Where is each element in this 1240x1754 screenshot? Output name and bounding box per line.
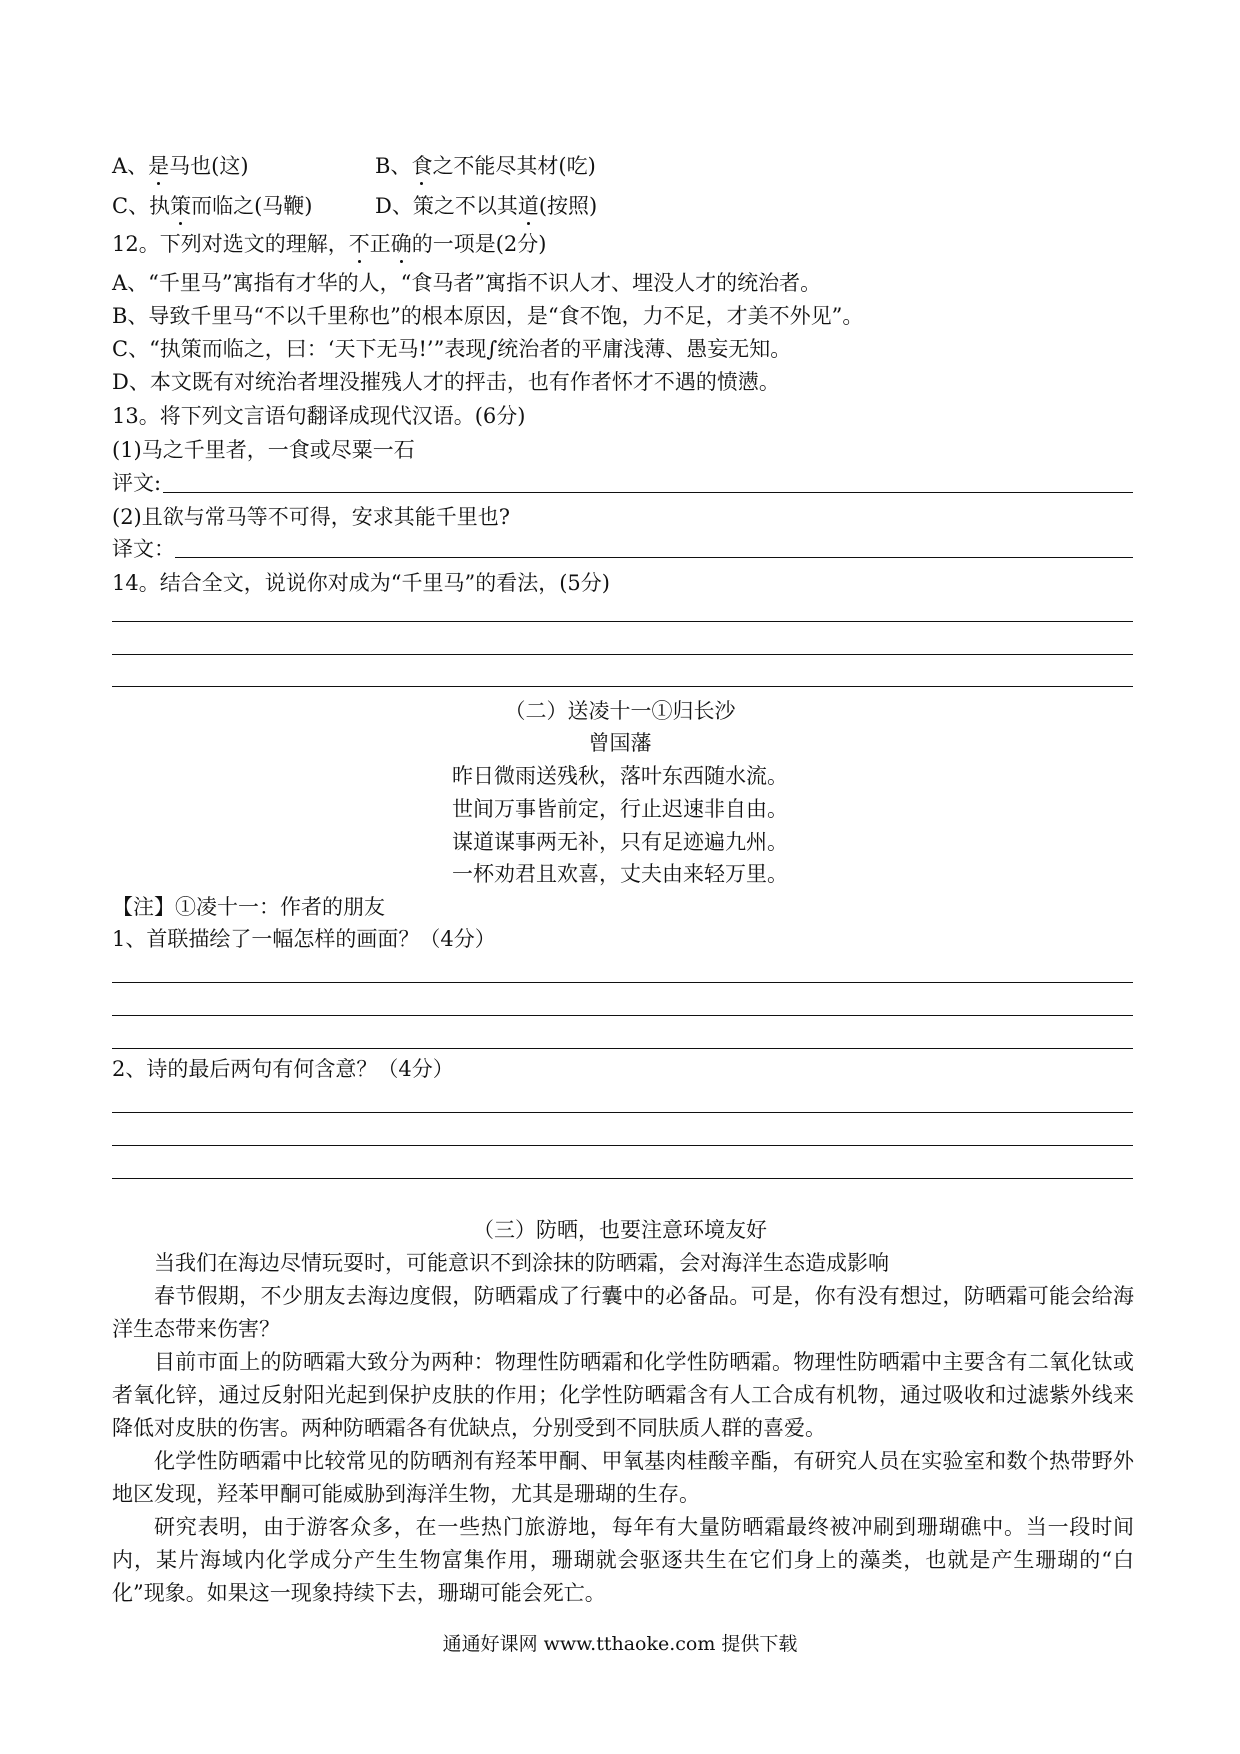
poem-q2-answer-line-3[interactable] [112,1178,1133,1179]
q14-answer-line-1[interactable] [112,621,1133,622]
poem-line-2: 世间万事皆前定，行止迟速非自由。 [452,797,788,821]
q12-option-b: B、导致千里马“不以千里称也”的根本原因，是“食不饱，力不足，才美不外见”。 [112,304,864,328]
q13-answer-label-2: 译文： [112,537,175,561]
poem-line-4: 一杯劝君且欢喜，丈夫由来轻万里。 [452,862,788,886]
article-paragraph-1: 当我们在海边尽情玩耍时，可能意识不到涂抹的防晒霜，会对海洋生态造成影响 [154,1251,889,1275]
q13-answer-label-1: 评文: [112,471,162,495]
q11-option-b: B、食之不能尽其材(吃) [375,154,596,178]
q13-answer-line-2[interactable] [175,557,1133,558]
page-footer: 通通好课网 www.tthaoke.com 提供下载 [442,1633,798,1655]
poem-q1-answer-line-1[interactable] [112,982,1133,983]
poem-line-3: 谋道谋事两无补，只有足迹遍九州。 [452,830,788,854]
poem-q2-answer-line-2[interactable] [112,1145,1133,1146]
q12-stem: 12。下列对选文的理解，不正确的一项是(2分) [112,232,547,256]
q14-stem: 14。结合全文，说说你对成为“千里马”的看法，(5分) [112,571,610,595]
q13-answer-line-1[interactable] [163,492,1133,493]
q14-answer-line-3[interactable] [112,686,1133,687]
q13-sentence-1: (1)马之千里者，一食或尽粟一石 [112,438,415,462]
poem-author: 曾国藩 [588,731,652,755]
poem-q1-answer-line-2[interactable] [112,1015,1133,1016]
q14-answer-line-2[interactable] [112,654,1133,655]
q11-option-a: A、是马也(这) [112,154,249,178]
article-paragraph-5: 研究表明，由于游客众多，在一些热门旅游地，每年有大量防晒霜最终被冲刷到珊瑚礁中。当一段时间内，某片海域内化学成分产生生物富集作用，珊瑚就会驱逐共生在它们身上的藻类，也就是产生珊瑚的“白化”现象。如果这一现象持续下去，珊瑚可能会死亡。 [112,1515,1134,1605]
q12-option-d: D、本文既有对统治者埋没摧残人才的抨击，也有作者怀才不遇的愤懑。 [112,370,780,394]
poem-question-2: 2、诗的最后两句有何含意？（4分） [112,1057,454,1081]
article-body [112,1247,1134,1610]
q13-sentence-2: (2)且欲与常马等不可得，安求其能千里也? [112,505,511,529]
article-paragraph-4: 化学性防晒霜中比较常见的防晒剂有羟苯甲酮、甲氧基肉桂酸辛酯，有研究人员在实验室和数个热带野外地区发现，羟苯甲酮可能威胁到海洋生物，尤其是珊瑚的生存。 [112,1449,1134,1506]
q12-option-c: C、“执策而临之，曰：‘天下无马!’”表现∫统治者的平庸浅薄、愚妄无知。 [112,337,792,361]
poem-q1-answer-line-3[interactable] [112,1048,1133,1049]
article-paragraph-3: 目前市面上的防晒霜大致分为两种：物理性防晒霜和化学性防晒霜。物理性防晒霜中主要含有二氧化钛或者氧化锌，通过反射阳光起到保护皮肤的作用；化学性防晒霜含有人工合成有机物，通过吸收和过滤紫外线来降低对皮肤的伤害。两种防晒霜各有优缺点，分别受到不同肤质人群的喜爱。 [112,1350,1134,1440]
poem-line-1: 昨日微雨送残秋，落叶东西随水流。 [452,764,788,788]
q11-option-d: D、策之不以其道(按照) [375,194,598,218]
q11-option-c: C、执策而临之(马鞭) [112,194,313,218]
q12-option-a: A、“千里马”寓指有才华的人，“食马者”寓指不识人才、埋没人才的统治者。 [112,271,822,295]
poem-note: 【注】①凌十一：作者的朋友 [112,895,385,919]
q13-stem: 13。将下列文言语句翻译成现代汉语。(6分) [112,404,526,428]
article-paragraph-2: 春节假期，不少朋友去海边度假，防晒霜成了行囊中的必备品。可是，你有没有想过，防晒霜可能会给海洋生态带来伤害？ [112,1284,1134,1341]
poem-title: （二）送凌十一①归长沙 [504,699,736,723]
article-title: （三）防晒，也要注意环境友好 [473,1218,767,1242]
poem-question-1: 1、首联描绘了一幅怎样的画面？（4分） [112,927,496,951]
poem-q2-answer-line-1[interactable] [112,1112,1133,1113]
